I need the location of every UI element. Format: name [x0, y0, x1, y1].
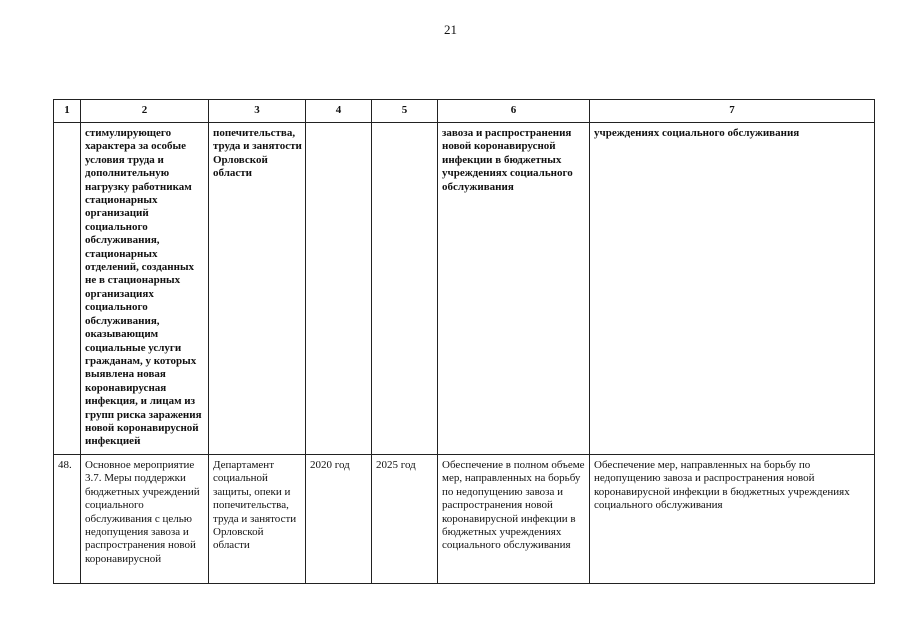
measure-name: Основное мероприятие 3.7. Меры поддержки бюджетных учреждений социального обслуживания с целью недопущения завоза и распространения новой коронавирусной — [81, 455, 209, 584]
table-row — [54, 455, 875, 584]
measures-table — [53, 99, 875, 584]
start-year: 2020 год — [306, 455, 372, 584]
expected-result: Обеспечение в полном объеме мер, направленных на борьбу по недопущению завоза и распространения новой коронавирусной инфекции в бюджетных учреждениях социального обслуживания — [438, 455, 590, 584]
column-header-2: 2 — [81, 100, 209, 123]
table-row — [54, 123, 875, 455]
column-header-5: 5 — [372, 100, 438, 123]
start-year — [306, 123, 372, 455]
measure-name: стимулирующего характера за особые условия труда и дополнительную нагрузку работникам стационарных организаций социального обслуживания, стационарных отделений, созданных не в стационарных организациях социального обслуживания, оказывающим социальные услуги гражданам, у которых выявлена новая коронавирусная инфекция, и лицам из групп риска заражения новой коронавирусной инфекцией — [81, 123, 209, 455]
column-numbers-row — [54, 100, 875, 123]
row-number: 48. — [54, 455, 81, 584]
expected-result: завоза и распространения новой коронавирусной инфекции в бюджетных учреждениях социального обслуживания — [438, 123, 590, 455]
column-header-3: 3 — [209, 100, 306, 123]
consequence: Обеспечение мер, направленных на борьбу по недопущению завоза и распространения новой коронавирусной инфекции в бюджетных учреждениях социального обслуживания — [590, 455, 875, 584]
column-header-7: 7 — [590, 100, 875, 123]
consequence: учреждениях социального обслуживания — [590, 123, 875, 455]
column-header-4: 4 — [306, 100, 372, 123]
executor: попечительства, труда и занятости Орловской области — [209, 123, 306, 455]
column-header-6: 6 — [438, 100, 590, 123]
row-number — [54, 123, 81, 455]
end-year — [372, 123, 438, 455]
column-header-1: 1 — [54, 100, 81, 123]
executor: Департамент социальной защиты, опеки и попечительства, труда и занятости Орловской области — [209, 455, 306, 584]
end-year: 2025 год — [372, 455, 438, 584]
page-number: 21 — [444, 22, 457, 37]
